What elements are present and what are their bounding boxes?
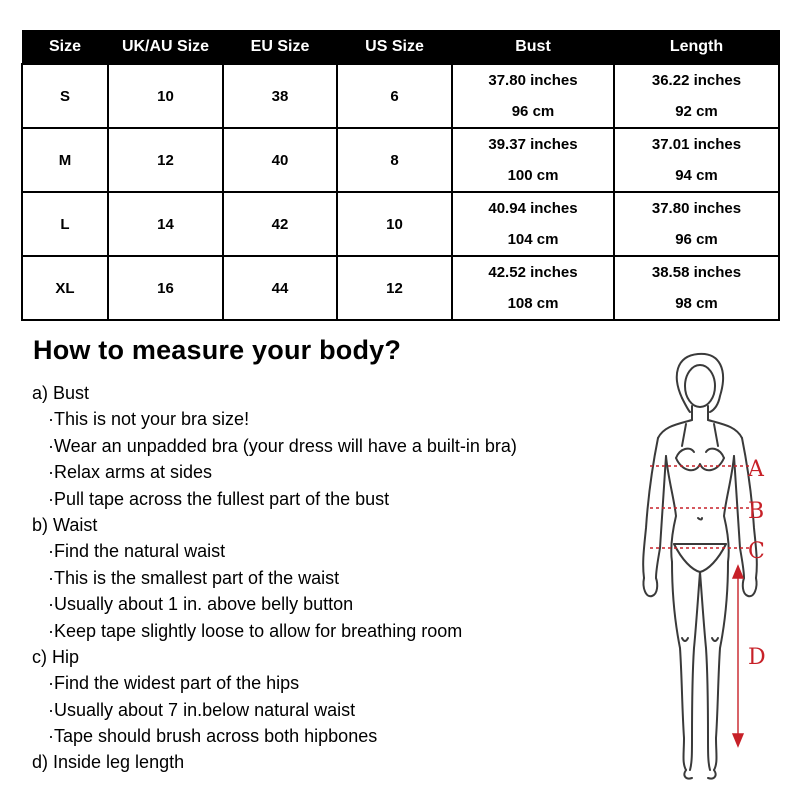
label-a: A — [748, 457, 764, 482]
inside-leg-arrow-up — [733, 566, 743, 578]
cell-us: 10 — [337, 192, 452, 256]
cell-bust — [452, 256, 614, 320]
body-measurement-figure — [620, 348, 790, 788]
table-row — [22, 256, 779, 320]
cell-bust — [452, 192, 614, 256]
label-b: B — [748, 499, 765, 524]
bust-inches: 37.80 inches — [488, 72, 578, 89]
guide-section-bust: a) Bust — [32, 383, 90, 403]
cell-size: L — [22, 192, 108, 256]
length-cm: 96 cm — [675, 231, 718, 248]
guide-tip: ·Usually about 1 in. above belly button — [48, 594, 354, 615]
guide-tip: ·Find the natural waist — [48, 541, 226, 562]
table-row — [22, 192, 779, 256]
cell-eu: 38 — [223, 64, 337, 128]
length-inches: 38.58 inches — [651, 264, 742, 281]
inside-leg-arrow-down — [733, 734, 743, 746]
cell-length — [614, 128, 779, 192]
guide-tip: ·This is the smallest part of the waist — [48, 567, 340, 588]
cell-eu: 42 — [223, 192, 337, 256]
length-cm: 92 cm — [675, 103, 718, 120]
guide-tip: ·Keep tape slightly loose to allow for breathing room — [48, 620, 463, 641]
bust-cm: 96 cm — [511, 103, 555, 120]
cell-us: 8 — [337, 128, 452, 192]
header-us-size: US Size — [337, 31, 452, 65]
body-outline-illustration — [620, 348, 790, 788]
cell-size: S — [22, 64, 108, 128]
cell-uk-au: 14 — [108, 192, 223, 256]
length-inches: 37.01 inches — [651, 136, 742, 153]
cell-eu: 44 — [223, 256, 337, 320]
cell-uk-au: 12 — [108, 128, 223, 192]
table-header-row — [22, 31, 779, 65]
bust-inches: 40.94 inches — [488, 200, 578, 217]
cell-uk-au: 10 — [108, 64, 223, 128]
cell-eu: 40 — [223, 128, 337, 192]
table-row — [22, 64, 779, 128]
guide-section-hip: c) Hip — [32, 646, 80, 667]
measurement-lines — [650, 466, 750, 746]
header-length: Length — [614, 31, 779, 65]
bust-cm: 108 cm — [507, 295, 559, 312]
bust-inches: 42.52 inches — [488, 264, 578, 281]
guide-tip: ·Wear an unpadded bra (your dress will have a built-in bra) — [48, 435, 517, 456]
measure-guide-title: How to measure your body? — [33, 335, 402, 365]
header-eu-size: EU Size — [223, 31, 337, 65]
length-inches: 36.22 inches — [651, 72, 742, 89]
cell-size: M — [22, 128, 108, 192]
body-outline — [643, 354, 757, 779]
cell-length — [614, 192, 779, 256]
label-d: D — [748, 645, 766, 670]
guide-tip: ·Usually about 7 in.below natural waist — [48, 699, 356, 720]
cell-bust — [452, 128, 614, 192]
length-inches: 37.80 inches — [651, 200, 742, 217]
header-bust: Bust — [452, 31, 614, 65]
length-cm: 94 cm — [675, 167, 718, 184]
measure-guide-list — [32, 380, 517, 776]
header-uk-au-size: UK/AU Size — [108, 31, 223, 65]
guide-section-waist: b) Waist — [32, 514, 98, 535]
guide-tip: ·Tape should brush across both hipbones — [48, 726, 378, 747]
cell-length — [614, 64, 779, 128]
cell-bust — [452, 64, 614, 128]
guide-tip: ·This is not your bra size! — [48, 409, 250, 430]
guide-tip: ·Relax arms at sides — [48, 462, 213, 483]
cell-us: 12 — [337, 256, 452, 320]
bust-cm: 104 cm — [507, 231, 559, 248]
size-chart-table — [21, 30, 780, 321]
cell-size: XL — [22, 256, 108, 320]
length-cm: 98 cm — [675, 295, 718, 312]
guide-section-inside-leg: d) Inside leg length — [32, 752, 185, 773]
label-c: C — [748, 539, 765, 564]
bust-cm: 100 cm — [507, 167, 559, 184]
cell-uk-au: 16 — [108, 256, 223, 320]
bust-inches: 39.37 inches — [488, 136, 578, 153]
guide-tip: ·Find the widest part of the hips — [48, 673, 300, 694]
table-row — [22, 128, 779, 192]
header-size: Size — [22, 31, 108, 65]
cell-us: 6 — [337, 64, 452, 128]
cell-length — [614, 256, 779, 320]
guide-tip: ·Pull tape across the fullest part of the bust — [48, 488, 390, 509]
